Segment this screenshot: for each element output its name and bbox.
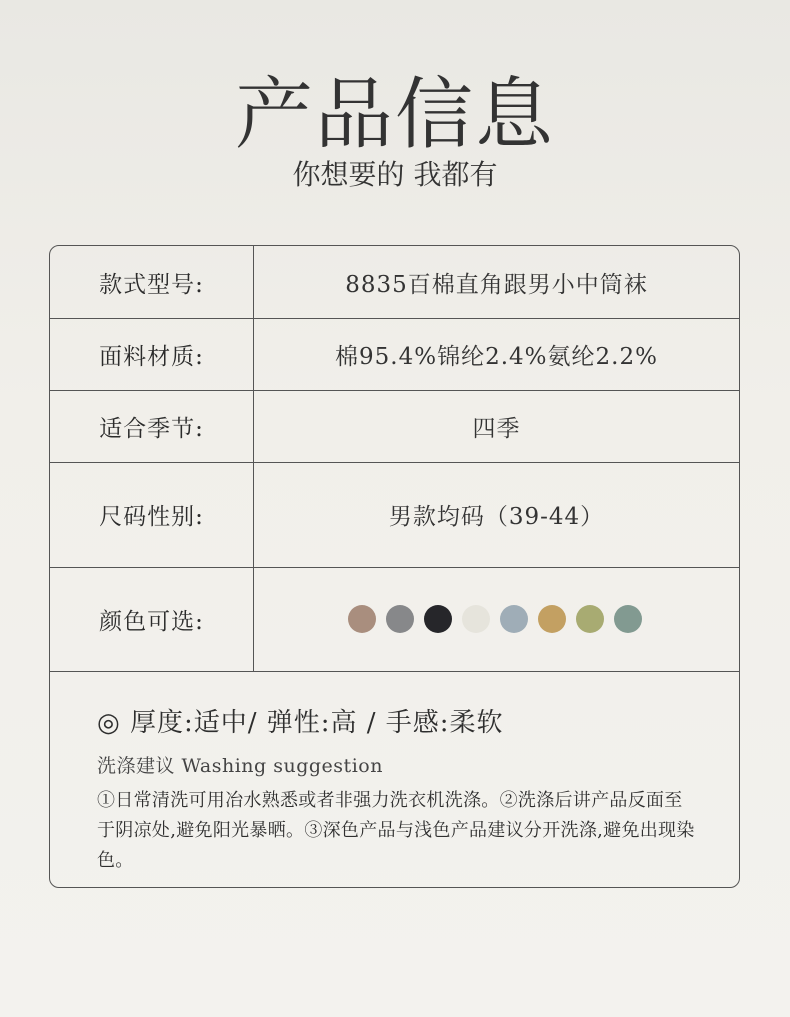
row-label: 尺码性别:: [50, 462, 254, 567]
row-value: 男款均码（39-44）: [388, 504, 605, 530]
color-swatch-3: [424, 605, 452, 633]
color-options: [254, 567, 739, 671]
washing-title: 洗涤建议 Washing suggestion: [97, 755, 383, 777]
row-style-model: [50, 246, 739, 319]
washing-instructions: ①日常清洗可用冶水熟悉或者非强力洗衣机洗涤。②洗涤后讲产品反面至于阴凉处,避免阳光暴晒。③深色产品与浅色产品建议分开洗涤,避免出现染色。: [97, 790, 695, 871]
row-value: 棉95.4%锦纶2.4%氨纶2.2%: [335, 343, 658, 370]
row-value: 8835百棉直角跟男小中筒袜: [345, 271, 648, 298]
feature-summary: ◎ 厚度:适中/ 弹性:高 / 手感:柔软: [97, 708, 504, 738]
row-size: [50, 462, 739, 568]
color-swatch-7: [576, 605, 604, 633]
product-notes: [97, 702, 699, 876]
page-title: 产品信息: [234, 70, 555, 160]
row-value: 四季: [472, 415, 521, 442]
page-subtitle: 你想要的 我都有: [292, 158, 498, 191]
color-swatch-2: [386, 605, 414, 633]
row-label: 适合季节:: [50, 390, 254, 462]
row-colors: [50, 567, 739, 672]
color-swatch-1: [348, 605, 376, 633]
row-label: 颜色可选:: [50, 567, 254, 671]
row-material: [50, 318, 739, 391]
product-info-card: [49, 245, 740, 888]
color-swatch-4: [462, 605, 490, 633]
row-label: 款式型号:: [50, 246, 254, 318]
row-season: [50, 390, 739, 463]
row-label: 面料材质:: [50, 318, 254, 390]
color-swatch-list: [348, 605, 642, 633]
color-swatch-8: [614, 605, 642, 633]
color-swatch-5: [500, 605, 528, 633]
color-swatch-6: [538, 605, 566, 633]
